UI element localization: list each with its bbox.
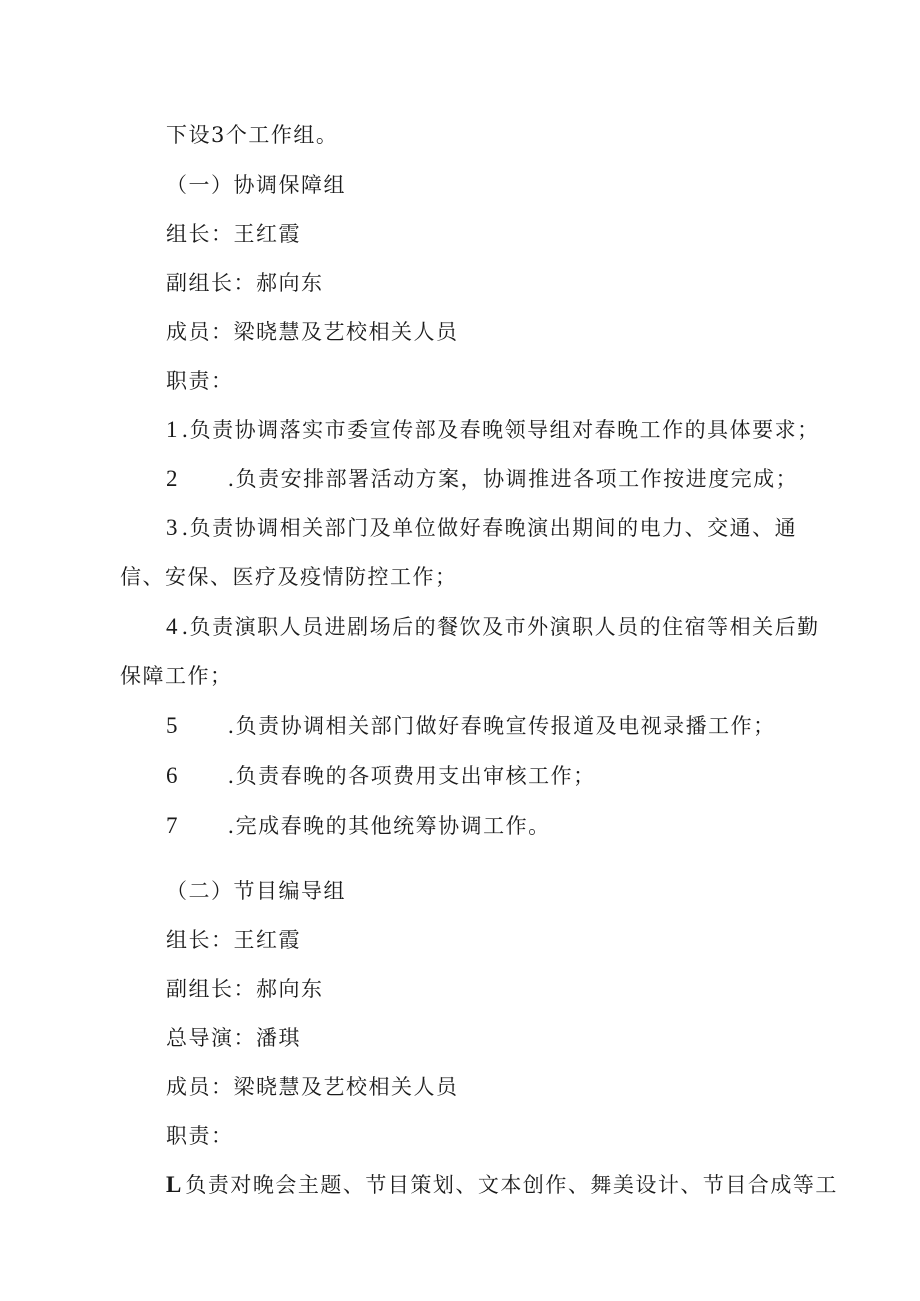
deputy-leader-line-2: 副组长：郝向东	[166, 977, 324, 1001]
duty-number: 6	[166, 763, 178, 788]
members-line: 成员：梁晓慧及艺校相关人员	[166, 320, 459, 344]
duty-text: .负责演职人员进剧场后的餐饮及市外演职人员的住宿等相关后勤	[181, 615, 820, 639]
duty-number: 4	[166, 614, 178, 639]
duty-text: .负责协调相关部门做好春晚宣传报道及电视录播工作；	[227, 714, 776, 738]
director-line: 总导演：潘琪	[166, 1026, 301, 1050]
duty-text: .负责春晚的各项费用支出审核工作；	[227, 764, 596, 788]
section-heading-program: （二）节目编导组	[166, 879, 346, 903]
duty-item-2	[166, 464, 798, 494]
duty-number: 3	[166, 515, 178, 540]
duty-text: .负责协调相关部门及单位做好春晚演出期间的电力、交通、通	[181, 516, 798, 540]
duty-number: L	[166, 1172, 182, 1197]
intro-line: 下设3个工作组。	[166, 123, 339, 147]
duty-number: 5	[166, 713, 178, 738]
duty-item-7	[166, 811, 551, 841]
members-line-2: 成员：梁晓慧及艺校相关人员	[166, 1075, 459, 1099]
duty-item-1	[166, 415, 820, 445]
duty-number: 2	[166, 466, 178, 491]
duty-number: 7	[166, 813, 178, 838]
duty-item-6	[166, 761, 596, 791]
duty-item-4	[166, 612, 820, 642]
duty-number: 1	[166, 417, 178, 442]
duty-text: 负责对晚会主题、节目策划、文本创作、舞美设计、节目合成等工	[185, 1173, 838, 1197]
deputy-leader-line: 副组长：郝向东	[166, 271, 324, 295]
duty-item-5	[166, 711, 776, 741]
duty-item-4-continued: 保障工作；	[120, 664, 233, 688]
leader-line: 组长：王红霞	[166, 222, 301, 246]
duty-item-3-continued: 信、安保、医疗及疫情防控工作；	[120, 565, 458, 589]
duty-item-3	[166, 513, 797, 543]
leader-line-2: 组长：王红霞	[166, 928, 301, 952]
duties-label-2: 职责：	[166, 1124, 234, 1148]
duty-text: .完成春晚的其他统筹协调工作。	[227, 814, 551, 838]
duty-text: .负责安排部署活动方案，协调推进各项工作按进度完成；	[227, 467, 799, 491]
duties-label: 职责：	[166, 369, 234, 393]
duty-text: .负责协调落实市委宣传部及春晚领导组对春晚工作的具体要求；	[181, 418, 820, 442]
program-duty-item-1	[166, 1170, 838, 1200]
section-heading-coordination: （一）协调保障组	[166, 173, 346, 197]
